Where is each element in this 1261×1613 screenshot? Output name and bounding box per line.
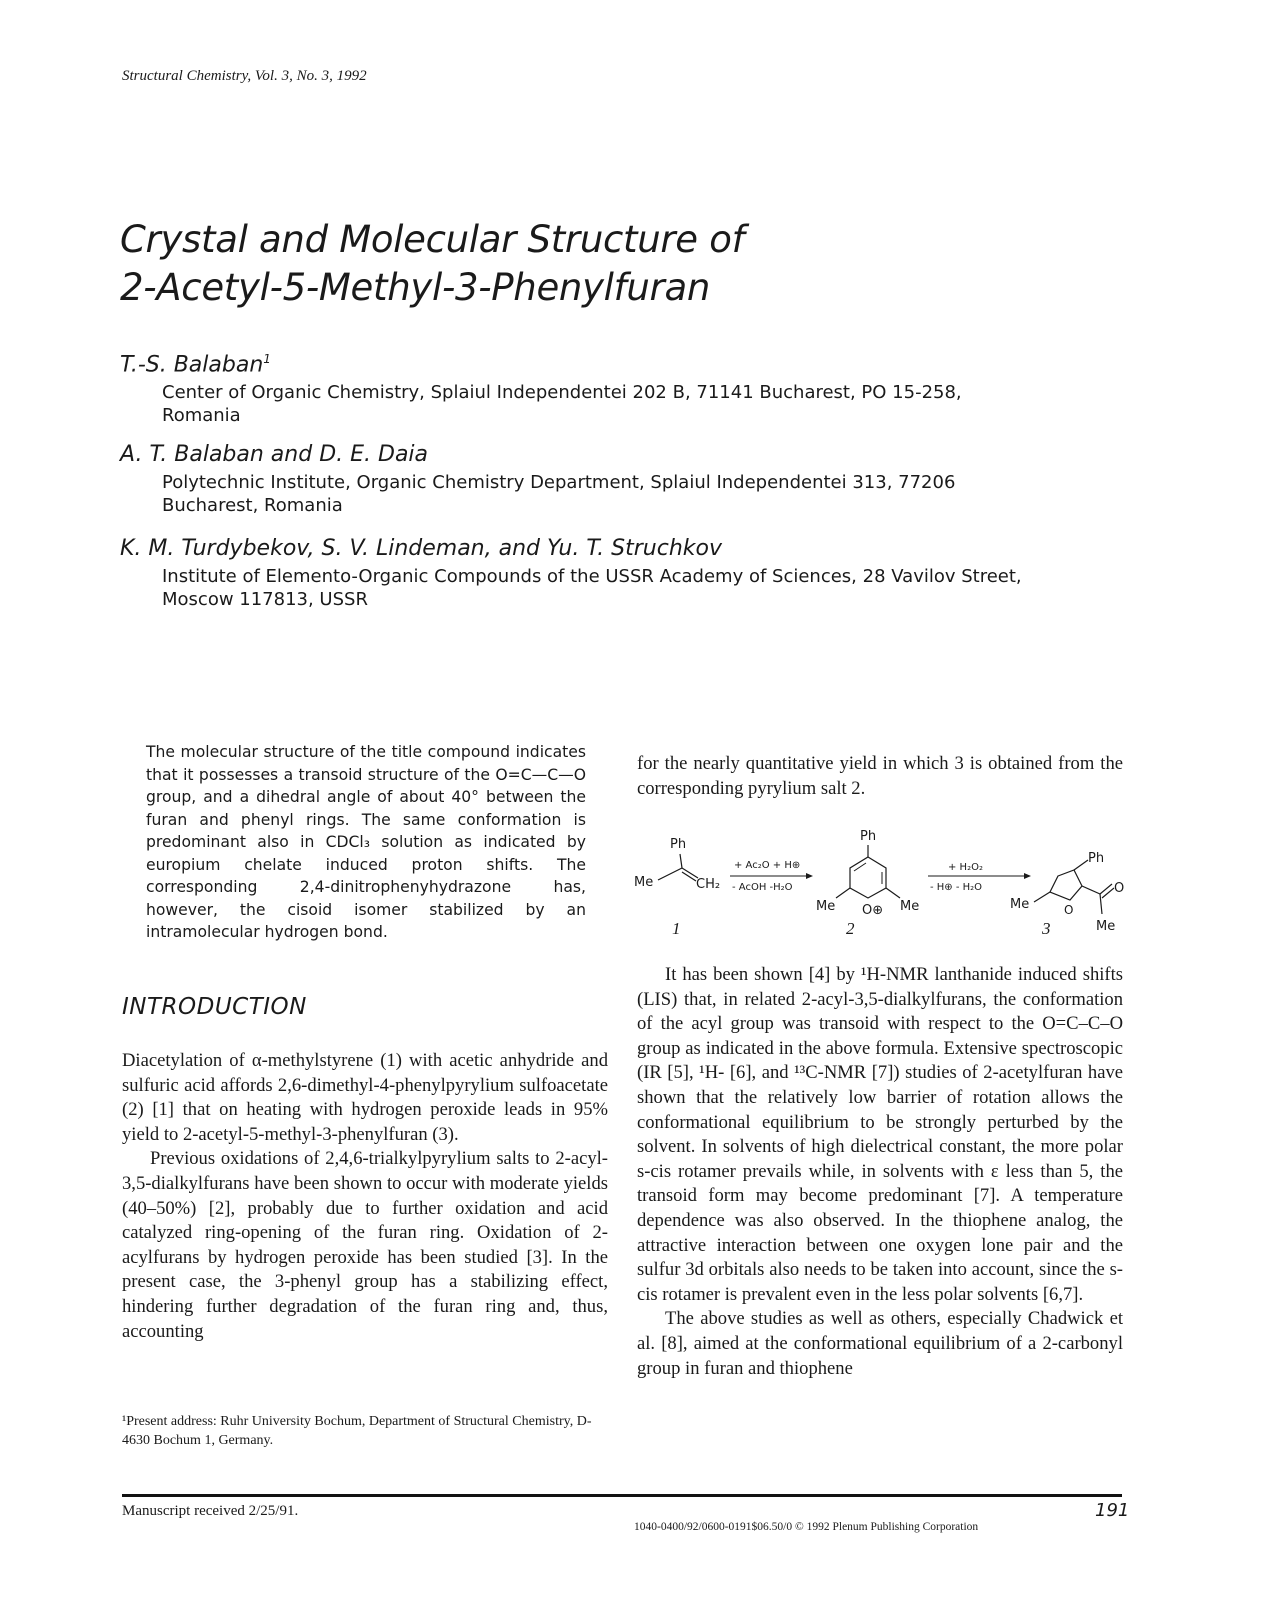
paragraph: for the nearly quantitative yield in which 3 is obtained from the corresponding pyrylium salt 2. bbox=[637, 753, 1123, 799]
paragraph: Diacetylation of α-methylstyrene (1) with acetic anhydride and sulfuric acid affords 2,6-dimethyl-4-phenylpyrylium sulfoacetate (2) [1] that on heating with hydrogen peroxide leads in 95% yield to 2-acetyl-5-methyl-3-phenylfuran (3). bbox=[122, 1050, 608, 1145]
paragraph: It has been shown [4] by ¹H-NMR lanthanide induced shifts (LIS) that, in related 2-acyl-3,5-dialkylfurans, the conformation of the acyl group was transoid with respect to the O=C–C–O group as indicated in the above formula. Extensive spectroscopic (IR [5], ¹H- [6], and ¹³C-NMR [7]) studies of 2-acetylfuran have shown that the relatively low barrier of rotation allows the conformational equilibrium to be strongly perturbed by the solvent. In solvents of high dielectrical constant, the more polar s-cis rotamer prevails while, in solvents with ε less than 5, the transoid form may become predominant [7]. A temperature dependence was also observed. In the thiophene analog, the attractive interaction between one oxygen lone pair and the sulfur 3d orbitals also needs to be taken into account, since the s-cis rotamer is prevalent even in the less polar solvents [6,7]. bbox=[637, 964, 1123, 1305]
author-3: K. M. Turdybekov, S. V. Lindeman, and Yu. T. Struchkov bbox=[120, 536, 722, 561]
manuscript-received: Manuscript received 2/25/91. bbox=[122, 1503, 299, 1519]
carbonyl-bond bbox=[1102, 888, 1114, 898]
affiliation-line: Bucharest, Romania bbox=[162, 495, 343, 516]
compound-label-3: 3 bbox=[1042, 919, 1051, 938]
reaction-scheme bbox=[630, 820, 1130, 950]
compound-2-me-right: Me bbox=[900, 899, 920, 914]
compound-label-2: 2 bbox=[846, 919, 855, 938]
bond bbox=[1100, 894, 1102, 914]
compound-3-ring-o: O bbox=[1064, 903, 1074, 917]
carbonyl-bond bbox=[1100, 884, 1112, 894]
bond bbox=[658, 868, 682, 880]
arrow-2-byproducts: - H⊕ - H₂O bbox=[930, 882, 983, 893]
compound-1-ph: Ph bbox=[670, 837, 687, 852]
arrow-2-reagents: + H₂O₂ bbox=[948, 862, 983, 873]
paper-title bbox=[120, 216, 1020, 312]
bond bbox=[1074, 860, 1088, 870]
affiliation-line: Moscow 117813, USSR bbox=[162, 589, 368, 610]
compound-1-me: Me bbox=[634, 875, 654, 890]
compound-2-ph: Ph bbox=[860, 829, 877, 844]
compound-3-carbonyl-o: O bbox=[1114, 881, 1125, 896]
compound-2-o-plus: O⊕ bbox=[862, 903, 884, 918]
bond bbox=[1082, 886, 1100, 894]
compound-2-me-left: Me bbox=[816, 899, 836, 914]
compound-3-me-acetyl: Me bbox=[1096, 919, 1116, 934]
page-number: 191 bbox=[1095, 1500, 1130, 1521]
arrow-head bbox=[806, 873, 813, 879]
arrow-1-reagents: + Ac₂O + H⊕ bbox=[734, 860, 801, 871]
affiliation-line: Institute of Elemento-Organic Compounds of the USSR Academy of Sciences, 28 Vavilov Street, bbox=[162, 566, 1022, 587]
author-1-name: T.-S. Balaban bbox=[120, 352, 264, 378]
title-line-1: Crystal and Molecular Structure of bbox=[120, 218, 745, 261]
left-column-text bbox=[122, 1049, 608, 1344]
bond bbox=[1034, 892, 1050, 902]
arrow-head bbox=[1024, 873, 1031, 879]
right-column-intro bbox=[637, 752, 1123, 801]
compound-3-me: Me bbox=[1010, 897, 1030, 912]
author-2-affiliation bbox=[162, 471, 1122, 517]
footer-rule bbox=[122, 1494, 1122, 1497]
pyrylium-ring bbox=[850, 857, 886, 898]
abstract: The molecular structure of the title compound indicates that it possesses a transoid structure of the O=C—C—O group, and a dihedral angle of about 40° between the furan and phenyl rings. The same conformation is predominant also in CDCl₃ solution as indicated by europium chelate induced proton shifts. The corresponding 2,4-dinitrophenyhydrazone has, however, the cisoid isomer stabilized by an intramolecular hydrogen bond. bbox=[146, 743, 586, 941]
title-line-2: 2-Acetyl-5-Methyl-3-Phenylfuran bbox=[120, 266, 710, 309]
author-3-affiliation bbox=[162, 565, 1122, 611]
paragraph: The above studies as well as others, especially Chadwick et al. [8], aimed at the conformational equilibrium of a 2-carbonyl group in furan and thiophene bbox=[637, 1308, 1123, 1379]
compound-3-ph: Ph bbox=[1088, 851, 1105, 866]
journal-header: Structural Chemistry, Vol. 3, No. 3, 1992 bbox=[122, 68, 367, 84]
affiliation-line: Polytechnic Institute, Organic Chemistry Department, Splaiul Independentei 313, 77206 bbox=[162, 472, 956, 493]
arrow-1-byproducts: - AcOH -H₂O bbox=[732, 882, 793, 893]
affiliation-line: Center of Organic Chemistry, Splaiul Independentei 202 B, 71141 Bucharest, PO 15-258, bbox=[162, 382, 962, 403]
compound-1-ch2: CH₂ bbox=[696, 877, 721, 892]
bond bbox=[682, 872, 696, 881]
author-2: A. T. Balaban and D. E. Daia bbox=[120, 442, 429, 467]
bond bbox=[836, 888, 850, 898]
bond bbox=[680, 854, 682, 868]
paragraph: Previous oxidations of 2,4,6-trialkylpyrylium salts to 2-acyl-3,5-dialkylfurans have been shown to occur with moderate yields (40–50%) [2], probably due to further oxidation and acid catalyzed ring-opening of the furan ring. Oxidation of 2-acylfurans by hydrogen peroxide has been studied [3]. In the present case, the 3-phenyl group has a stabilizing effect, hindering further degradation of the furan ring and, thus, accounting bbox=[122, 1148, 608, 1342]
footnote: ¹Present address: Ruhr University Bochum, Department of Structural Chemistry, D-4630 Bochum 1, Germany. bbox=[122, 1414, 592, 1448]
bond bbox=[886, 888, 900, 898]
author-1 bbox=[120, 352, 271, 377]
affiliation-line: Romania bbox=[162, 405, 241, 426]
copyright-line: 1040-0400/92/0600-0191$06.50/0 © 1992 Plenum Publishing Corporation bbox=[634, 1521, 979, 1533]
author-1-footnote-mark: 1 bbox=[263, 352, 271, 366]
right-column-text bbox=[637, 963, 1123, 1381]
furan-ring bbox=[1050, 870, 1082, 900]
author-1-affiliation bbox=[162, 381, 1122, 427]
compound-label-1: 1 bbox=[672, 919, 681, 938]
section-heading: INTRODUCTION bbox=[122, 994, 307, 1020]
